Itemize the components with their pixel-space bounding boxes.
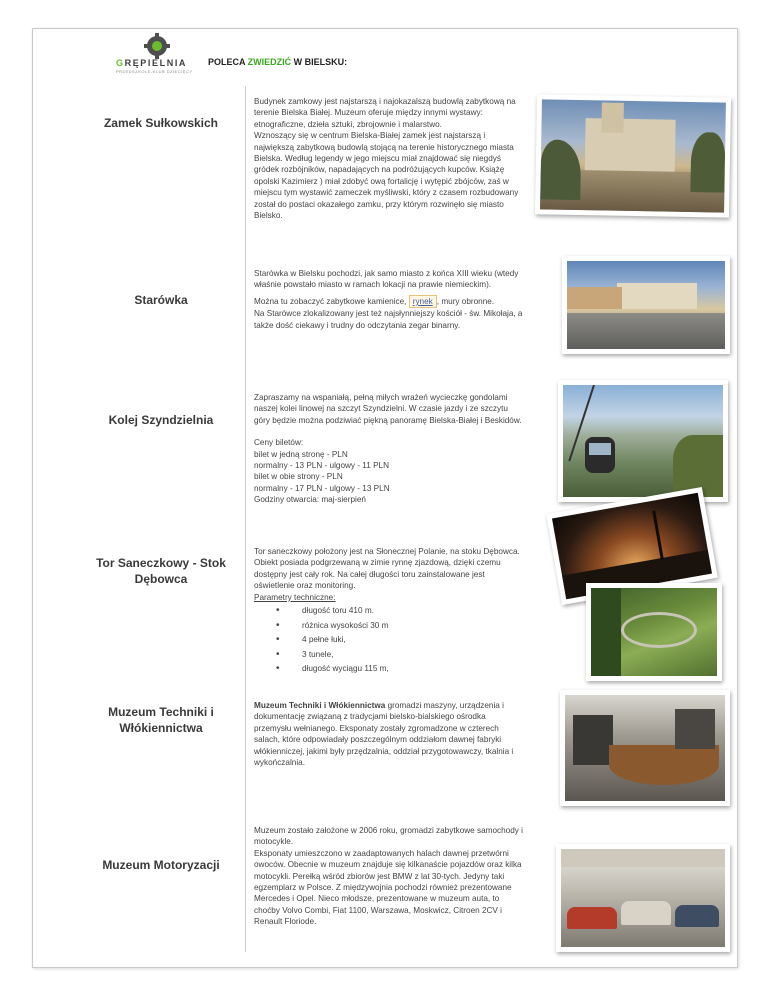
section-title-muzeum-moto: Muzeum Motoryzacji bbox=[102, 858, 220, 872]
list-item: • długość toru 410 m. bbox=[254, 605, 524, 620]
section-text-zamek: Budynek zamkowy jest najstarszą i najokazalszą budowlą zabytkową na terenie Bielska Białej. Muzeum oferuje między innymi wystawy: etnograficzne, dzieła sztuki, zbrojownie i malarstwo. Wznoszący się w centrum Bielska-Białej zamek jest najstarszą i największą zabytkową budowlą stojącą na terenie historycznego miasta Bielska. Według legendy w jego miejscu miał znajdować się niegdyś gródek rozbójników, napadających na podróżujących kupców. Książę opolski Kazimierz ) miał zdobyć ową fortalicję i wytępić zbójców, zaś w miejscu tym wystawić zameczek myśliwski, który z czasem rozbudowany został do postaci okazałego zamku, przy którym rozwinęło się miasto Bielsko. bbox=[254, 97, 519, 221]
ticket-prices: Ceny biletów: bilet w jedną stronę - PLN normalny - 13 PLN - ulgowy - 11 PLN bilet w obie strony - PLN normalny - 17 PLN - ulgowy - 13 PLN Godziny otwarcia: maj-sierpień bbox=[254, 438, 390, 505]
logo-tagline: PRZEDSZKOLE-KLUB DZIECIĘCY bbox=[116, 69, 193, 74]
photo-starowka bbox=[562, 256, 730, 354]
vertical-divider bbox=[245, 86, 246, 952]
parameters-list bbox=[254, 605, 524, 678]
section-text-muzeum-techniki: Muzeum Techniki i Włókiennictwa gromadzi maszyny, urządzenia i dokumentację związaną z tradycjami bielsko-bialskiego ośrodka przemysłu wełnianego. Eksponaty zostały zgromadzone w czterech salach, które odpowiadały poszczególnym oddziałom dawnej fabryki włókienniczej, jakimi były przędzalnia, oddział przygotowawczy, tkalnia i wykończalnia. bbox=[254, 701, 514, 768]
section-title-muzeum-techniki: Muzeum Techniki i Włókiennictwa bbox=[108, 705, 214, 735]
logo-wordmark: GRĘPIELNIA bbox=[116, 58, 188, 68]
list-item: • długość wyciągu 115 m, bbox=[254, 663, 524, 678]
section-title-tor: Tor Saneczkowy - Stok Dębowca bbox=[96, 556, 226, 586]
photo-kolej bbox=[558, 380, 728, 502]
headline-highlight: ZWIEDZIĆ bbox=[247, 57, 292, 67]
section-title-starowka: Starówka bbox=[134, 293, 188, 307]
list-item: • 3 tunele, bbox=[254, 649, 524, 664]
section-text-starowka: Starówka w Bielsku pochodzi, jak samo miasto z końca XIII wieku (wtedy właśnie powstało miasto w ramach lokacji na prawie niemieckim). Można tu zobaczyć zabytkowe kamienice, rynek , mury obronne. Na Starówce zlokalizowany jest też najsłynniejszy kościół - św. Mikołaja, a także dość ciekawy i trudny do odczytania zegar binarny. bbox=[254, 269, 523, 330]
rynek-link[interactable]: rynek bbox=[409, 295, 437, 308]
section-text-muzeum-moto: Muzeum zostało założone w 2006 roku, gromadzi zabytkowe samochody i motocykle. Eksponaty umieszczono w zaadaptowanych halach dawnej przetwórni owoców. Obecnie w muzeum znajduje się kilkanaście pojazdów oraz kilka motocykli. Perełką wśród zbiorów jest BMW z lat 30-tych. Jedyny taki egzemplarz w Polsce. Z międzywojnia pochodzi również prezentowane Mercedes i Opel. Nieco młodsze, prezentowane w muzeum auta, to choćby Volvo Combi, Fiat 1100, Warszawa, Moskwicz, Citroen 2CV i Renault Floriode. bbox=[254, 826, 523, 927]
photo-zamek bbox=[535, 94, 731, 217]
section-text-kolej: Zapraszamy na wspaniałą, pełną miłych wrażeń wycieczkę gondolami naszej kolei linowej na szczyt Szyndzielni. W czasie jazdy i ze szczytu góry będzie można podziwiać piękną panoramę Bielska-Białej i Beskidów. Ceny biletów: bilet w jedną stronę - PLN normalny - 13 PLN - ulgowy - 11 PLN bilet w obie strony - PLN normalny - 17 PLN - ulgowy - 13 PLN Godziny otwarcia: maj-sierpień bbox=[254, 392, 524, 506]
page-headline: POLECA ZWIEDZIĆ W BIELSKU: bbox=[208, 57, 348, 67]
list-item: • 4 pełne łuki, bbox=[254, 634, 524, 649]
gear-logo-icon bbox=[147, 36, 167, 56]
section-text-tor: Tor saneczkowy położony jest na Słonecznej Polanie, na stoku Dębowca. Obiekt posiada podgrzewaną w zimie rynnę zjazdową, dzięki czemu dostępny jest cały rok. Na całej długości toru zainstalowane jest oświetlenie oraz monitoring. Parametry techniczne: • długość toru 410 m. • różnica wysokości 30 m • 4 pełne łuki, • 3 tunele, • długość wyciągu 115 m, bbox=[254, 546, 524, 678]
photo-muzeum-moto bbox=[556, 844, 730, 952]
section-title-kolej: Kolej Szyndzielnia bbox=[108, 413, 214, 427]
list-item: • różnica wysokości 30 m bbox=[254, 620, 524, 635]
photo-tor bbox=[586, 583, 722, 681]
section-title-zamek: Zamek Sułkowskich bbox=[103, 116, 219, 130]
grepielnia-logo bbox=[116, 36, 206, 74]
photo-muzeum-techniki bbox=[560, 690, 730, 806]
